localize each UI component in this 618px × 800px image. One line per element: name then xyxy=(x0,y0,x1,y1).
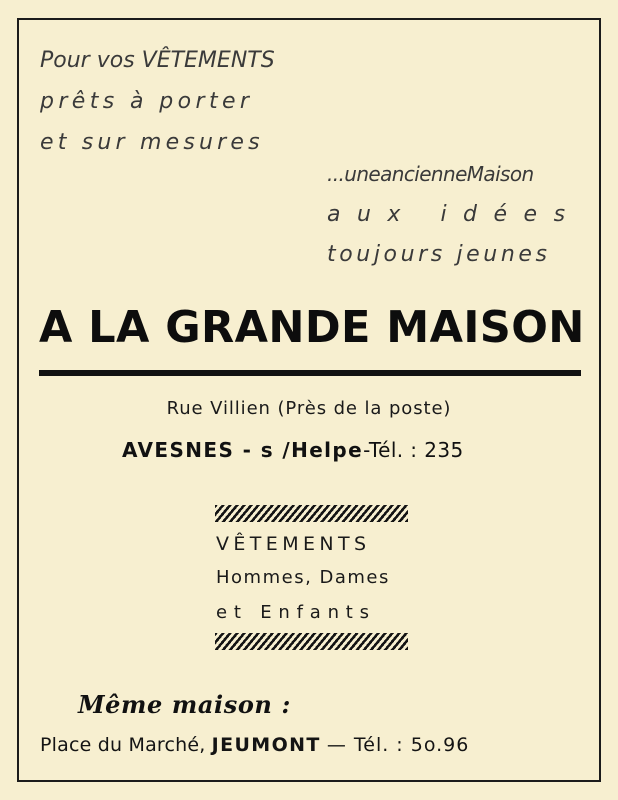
branch-city: JEUMONT xyxy=(211,734,321,756)
category-line-1: VÊTEMENTS xyxy=(216,533,371,555)
tagline-line-1: ...uneancienneMaison xyxy=(327,162,534,186)
title-underline xyxy=(39,370,581,376)
branch-phone: — Tél. : 5o.96 xyxy=(326,734,470,756)
tagline-line-3: toujours jeunes xyxy=(327,242,551,267)
hatch-divider-bottom xyxy=(215,633,408,650)
city-name-part-2: Helpe xyxy=(291,438,364,462)
branch-address-line xyxy=(40,736,469,755)
shop-title: A LA GRANDE MAISON xyxy=(39,302,585,353)
street-address: Rue Villien (Près de la poste) xyxy=(166,398,452,419)
city-phone-line xyxy=(122,440,464,460)
intro-line-3: et sur mesures xyxy=(40,130,264,155)
hatch-divider-top xyxy=(215,505,408,522)
branch-heading: Même maison : xyxy=(78,690,291,719)
category-line-2: Hommes, Dames xyxy=(216,567,390,588)
branch-place: Place du Marché, xyxy=(40,734,206,756)
category-line-3: et Enfants xyxy=(216,602,376,623)
shop-phone: -Tél. : 235 xyxy=(363,438,464,462)
intro-line-2: prêts à porter xyxy=(40,89,254,114)
intro-line-1: Pour vos VÊTEMENTS xyxy=(40,48,275,73)
city-name-part-1: AVESNES - s / xyxy=(122,438,292,462)
tagline-line-2: aux idées xyxy=(327,202,582,227)
